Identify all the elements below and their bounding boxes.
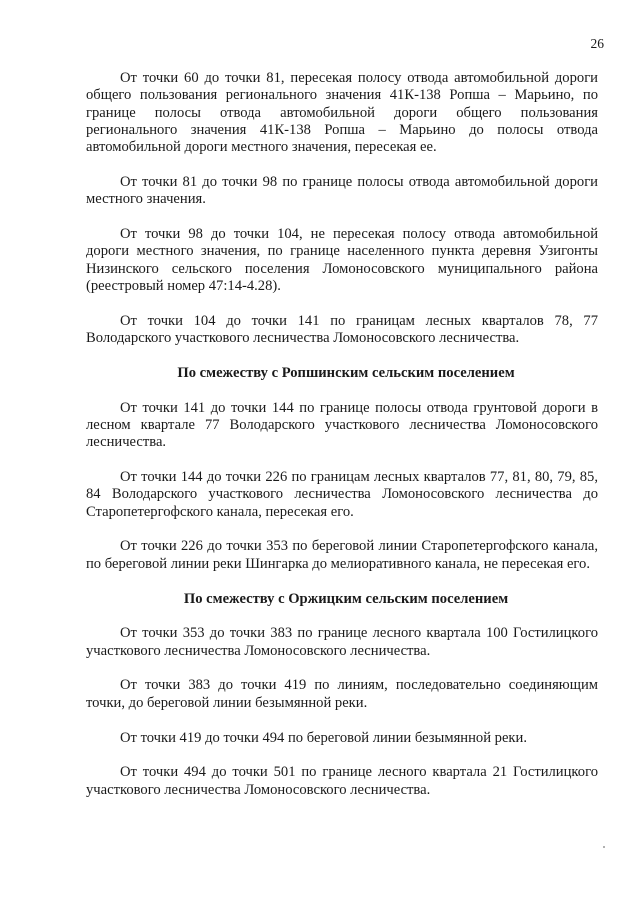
paragraph-points-494-501: От точки 494 до точки 501 по границе лесного квартала 21 Гостилицкого участкового лесничества Ломоносовского лесничества. bbox=[86, 764, 598, 798]
scan-speck bbox=[603, 846, 605, 848]
section-heading-ropsha: По смежеству с Ропшинским сельским поселением bbox=[177, 364, 515, 381]
paragraph-points-98-104: От точки 98 до точки 104, не пересекая полосу отвода автомобильной дороги местного значения, по границе населенного пункта деревня Узигонты Низинского сельского поселения Ломоносовского муниципального района (реестровый номер 47:14-4.28). bbox=[86, 226, 598, 294]
paragraph-points-144-226: От точки 144 до точки 226 по границам лесных кварталов 77, 81, 80, 79, 85, 84 Володарского участкового лесничества Ломоносовского лесничества до Старопетергофского канала, пересекая его. bbox=[86, 469, 598, 520]
paragraph-points-419-494: От точки 419 до точки 494 по береговой линии безымянной реки. bbox=[120, 729, 527, 746]
paragraph-points-81-98: От точки 81 до точки 98 по границе полосы отвода автомобильной дороги местного значения. bbox=[86, 173, 598, 208]
paragraph-points-383-419: От точки 383 до точки 419 по линиям, последовательно соединяющим точки, до береговой линии безымянной реки. bbox=[86, 677, 598, 711]
paragraph-points-60-81: От точки 60 до точки 81, пересекая полосу отвода автомобильной дороги общего пользования регионального значения 41К-138 Ропша – Марьино, по границе полосы отвода автомобильной дороги общего пользования регионального значения 41К-138 Ропша – Марьино до полосы отвода автомобильной дороги местного значения, пересекая ее. bbox=[86, 70, 598, 156]
page-number: 26 bbox=[590, 36, 604, 51]
paragraph-points-226-353: От точки 226 до точки 353 по береговой линии Старопетергофского канала, по береговой линии реки Шингарка до мелиоративного канала, не пересекая его. bbox=[86, 538, 598, 572]
paragraph-points-104-141: От точки 104 до точки 141 по границам лесных кварталов 78, 77 Володарского участкового лесничества Ломоносовского лесничества. bbox=[86, 312, 598, 347]
paragraph-points-141-144: От точки 141 до точки 144 по границе полосы отвода грунтовой дороги в лесном квартале 77 Володарского участкового лесничества Ломоносовского лесничества. bbox=[86, 399, 598, 451]
paragraph-points-353-383: От точки 353 до точки 383 по границе лесного квартала 100 Гостилицкого участкового лесничества Ломоносовского лесничества. bbox=[86, 625, 598, 659]
section-heading-orzhitsy: По смежеству с Оржицким сельским поселением bbox=[183, 590, 509, 607]
